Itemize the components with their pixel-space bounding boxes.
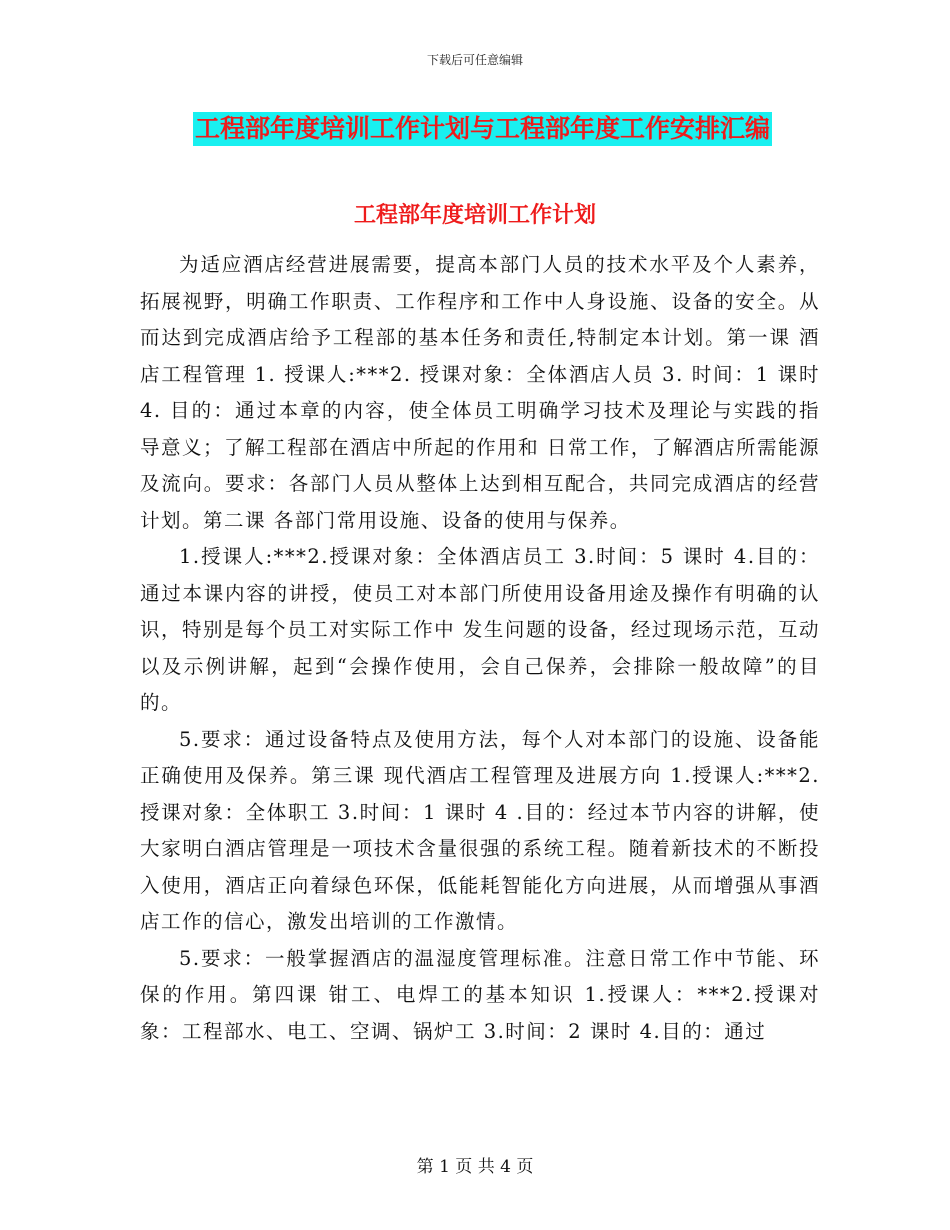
- page-number-footer: 第 1 页 共 4 页: [416, 1157, 534, 1177]
- document-body: [140, 247, 820, 1050]
- paragraph: 5.要求：通过设备特点及使用方法，每个人对本部门的设施、设备能正确使用及保养。第三课 现代酒店工程管理及进展方向 1.授课人:***2.授课对象：全体职工 3.时间：1 课时 4 .目的：经过本节内容的讲解，使大家明白酒店管理是一项技术含量很强的系统工程。随着新技术的不断投入使用，酒店正向着绿色环保，低能耗智能化方向进展，从而增强从事酒店工作的信心，激发出培训的工作激情。: [140, 727, 820, 933]
- page-header-note: 下载后可任意编辑: [426, 53, 523, 67]
- paragraph: 为适应酒店经营进展需要，提高本部门人员的技术水平及个人素养，拓展视野，明确工作职责、工作程序和工作中人身设施、设备的安全。从而达到完成酒店给予工程部的基本任务和责任,特制定本计划。第一课 酒店工程管理 1. 授课人:***2. 授课对象：全体酒店人员 3. 时间：1 课时 4. 目的：通过本章的内容，使全体员工明确学习技术及理论与实践的指导意义；了解工程部在酒店中所起的作用和 日常工作，了解酒店所需能源及流向。要求：各部门人员从整体上达到相互配合，共同完成酒店的经营计划。第二课 各部门常用设施、设备的使用与保养。: [140, 253, 820, 532]
- paragraph: 5.要求：一般掌握酒店的温湿度管理标准。注意日常工作中节能、环保的作用。第四课 钳工、电焊工的基本知识 1.授课人：***2.授课对象：工程部水、电工、空调、锅炉工 3.时间：2 课时 4.目的：通过: [140, 946, 820, 1043]
- paragraph: 1.授课人:***2.授课对象：全体酒店员工 3.时间：5 课时 4.目的：通过本课内容的讲授，使员工对本部门所使用设备用途及操作有明确的认识，特别是每个员工对实际工作中 发生问题的设备，经过现场示范，互动以及示例讲解，起到“会操作使用，会自己保养，会排除一般故障”的目的。: [140, 545, 820, 714]
- section-title: 工程部年度培训工作计划: [353, 202, 596, 228]
- document-title: 工程部年度培训工作计划与工程部年度工作安排汇编: [193, 112, 772, 146]
